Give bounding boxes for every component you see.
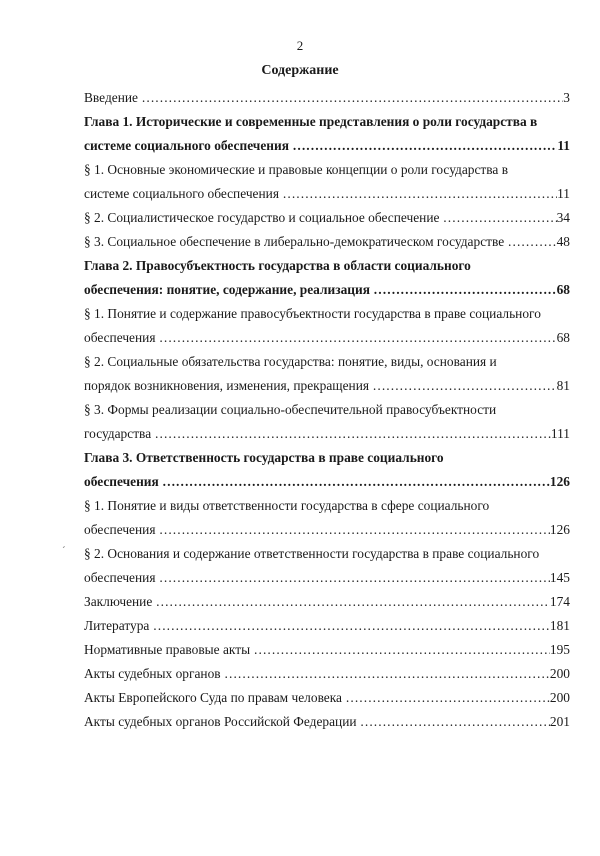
toc-entry	[84, 686, 570, 710]
toc-entry-text: Нормативные правовые акты ……………………………………………………………………………………………………………………………………………………………………………………………………	[84, 638, 550, 662]
toc-entry-last-line	[84, 662, 570, 686]
toc-entry-last-line	[84, 638, 570, 662]
toc-entry-page: 11	[557, 134, 570, 158]
toc-entry-text: обеспечения: понятие, содержание, реализация ……………………………………………………………………………………………………………………………………………………………………………………………………	[84, 278, 557, 302]
toc-entry-last-line	[84, 470, 570, 494]
toc-entry-page: 34	[557, 206, 570, 230]
toc-entry-page: 201	[550, 710, 570, 734]
toc-entry-text: государства ……………………………………………………………………………………………………………………………………………………………………………………………………	[84, 422, 551, 446]
toc-entry-page: 195	[550, 638, 570, 662]
toc-entry-page: 11	[557, 182, 570, 206]
toc-entry-text: порядок возникновения, изменения, прекращения ……………………………………………………………………………………………………………………………………………………………………………………………………	[84, 374, 557, 398]
toc-entry-line	[84, 494, 570, 518]
toc-entry-text: Литература ……………………………………………………………………………………………………………………………………………………………………………………………………	[84, 614, 550, 638]
toc-entry-text: обеспечения ……………………………………………………………………………………………………………………………………………………………………………………………………	[84, 566, 550, 590]
toc-entry-page: 126	[550, 470, 570, 494]
toc-entry-last-line	[84, 230, 570, 254]
toc-entry-text: обеспечения ……………………………………………………………………………………………………………………………………………………………………………………………………	[84, 326, 557, 350]
toc-title: Содержание	[261, 63, 339, 78]
toc-entry-text: § 1. Понятие и содержание правосубъектности государства в праве социального	[84, 306, 541, 321]
toc-entry-last-line	[84, 710, 570, 734]
toc-entry-last-line	[84, 326, 570, 350]
stray-mark: ´	[62, 545, 66, 557]
toc-entry-text: Введение ……………………………………………………………………………………………………………………………………………………………………………………………………	[84, 86, 563, 110]
toc-entry-text: § 3. Формы реализации социально-обеспечительной правосубъектности	[84, 402, 497, 417]
toc-entry-text: § 2. Основания и содержание ответственности государства в праве социального	[84, 546, 540, 561]
toc-entry-text: § 1. Понятие и виды ответственности государства в сфере социального	[84, 498, 490, 513]
toc-entry-page: 68	[557, 278, 570, 302]
toc-entry-page: 145	[550, 566, 570, 590]
toc-entry-text: § 1. Основные экономические и правовые концепции о роли государства в	[84, 162, 509, 177]
toc-entry	[84, 86, 570, 110]
toc-entry-last-line	[84, 686, 570, 710]
toc-entry	[84, 542, 570, 590]
toc-entry	[84, 710, 570, 734]
toc-entry	[84, 614, 570, 638]
toc-entry	[84, 398, 570, 446]
toc-entry-page: 3	[563, 86, 570, 110]
toc-entry-line	[84, 542, 570, 566]
toc-entry-text: обеспечения ……………………………………………………………………………………………………………………………………………………………………………………………………	[84, 518, 550, 542]
toc-entry	[84, 302, 570, 350]
toc-entry-last-line	[84, 86, 570, 110]
toc-entry-page: 181	[550, 614, 570, 638]
toc-entry-last-line	[84, 590, 570, 614]
toc-entry-page: 174	[550, 590, 570, 614]
toc-entry	[84, 230, 570, 254]
toc-entry-text: Акты судебных органов Российской Федерации ……………………………………………………………………………………………………………………………………………………………………………………………………	[84, 710, 550, 734]
toc-entry-text: § 3. Социальное обеспечение в либерально-демократическом государстве ……………………………………………………………………………………………………………………………………………………………………………………………………	[84, 230, 557, 254]
toc-entry-line	[84, 302, 570, 326]
toc-entry	[84, 590, 570, 614]
toc-entry-text: Заключение ……………………………………………………………………………………………………………………………………………………………………………………………………	[84, 590, 550, 614]
toc-entry-page: 200	[550, 662, 570, 686]
toc-entry-page: 200	[550, 686, 570, 710]
toc-entry-line	[84, 398, 570, 422]
toc-entry-last-line	[84, 374, 570, 398]
toc-entry-page: 126	[550, 518, 570, 542]
toc-entry-text: § 2. Социалистическое государство и социальное обеспечение ……………………………………………………………………………………………………………………………………………………………………………………………………	[84, 206, 557, 230]
toc-entry-text: Глава 2. Правосубъектность государства в области социального	[84, 258, 471, 273]
toc-entry-last-line	[84, 134, 570, 158]
toc-entry-last-line	[84, 206, 570, 230]
toc-entry-text: Глава 1. Исторические и современные представления о роли государства в	[84, 114, 538, 129]
toc-entry-text: системе социального обеспечения ……………………………………………………………………………………………………………………………………………………………………………………………………	[84, 182, 557, 206]
toc-entry-text: системе социального обеспечения ……………………………………………………………………………………………………………………………………………………………………………………………………	[84, 134, 557, 158]
toc-entry-last-line	[84, 518, 570, 542]
toc-entry-page: 81	[557, 374, 570, 398]
toc-entry	[84, 446, 570, 494]
toc-entry-last-line	[84, 566, 570, 590]
toc-entry	[84, 110, 570, 158]
toc-entry-line	[84, 350, 570, 374]
toc-entry-text: Акты судебных органов ……………………………………………………………………………………………………………………………………………………………………………………………………	[84, 662, 550, 686]
toc-entry-line	[84, 446, 570, 470]
toc-entry	[84, 158, 570, 206]
toc-entry-page: 68	[557, 326, 570, 350]
toc-entry	[84, 494, 570, 542]
page-number: 2	[296, 38, 304, 53]
toc-entry-last-line	[84, 278, 570, 302]
toc-entry	[84, 638, 570, 662]
toc-entry	[84, 254, 570, 302]
toc-entry-text: § 2. Социальные обязательства государства: понятие, виды, основания и	[84, 354, 497, 369]
toc-entry-last-line	[84, 614, 570, 638]
table-of-contents	[84, 86, 570, 734]
toc-entry-line	[84, 254, 570, 278]
toc-entry-text: обеспечения ……………………………………………………………………………………………………………………………………………………………………………………………………	[84, 470, 550, 494]
toc-entry-line	[84, 110, 570, 134]
toc-entry	[84, 662, 570, 686]
toc-entry	[84, 206, 570, 230]
toc-entry-line	[84, 158, 570, 182]
toc-entry-text: Глава 3. Ответственность государства в праве социального	[84, 450, 444, 465]
toc-entry-last-line	[84, 422, 570, 446]
toc-entry-last-line	[84, 182, 570, 206]
toc-entry	[84, 350, 570, 398]
toc-entry-page: 111	[551, 422, 570, 446]
toc-entry-text: Акты Европейского Суда по правам человека ……………………………………………………………………………………………………………………………………………………………………………………………………	[84, 686, 550, 710]
toc-entry-page: 48	[557, 230, 570, 254]
